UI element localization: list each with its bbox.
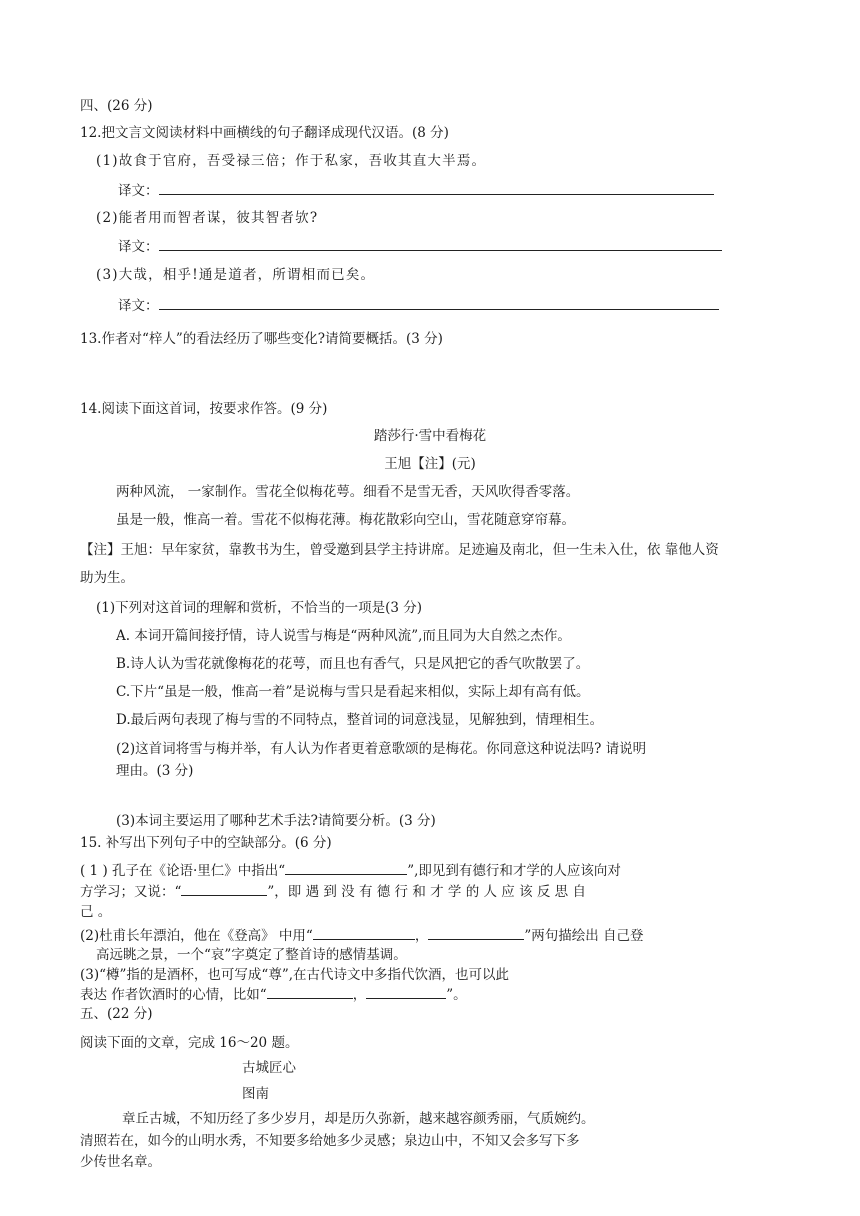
q12-sentence-2: (2)能者用而智者谋，彼其智者欤? [96, 210, 319, 226]
q15-text: (2)杜甫长年漂泊，他在《登高》 中用“ [80, 928, 313, 944]
fill-blank-1[interactable] [285, 861, 407, 875]
q14-sub-1: (1)下列对这首词的理解和赏析，不恰当的一项是(3 分) [96, 600, 423, 616]
q13-title: 13.作者对“梓人”的看法经历了哪些变化?请简要概括。(3 分) [80, 331, 443, 347]
q12-title: 12.把文言文阅读材料中画横线的句子翻译成现代汉语。(8 分) [80, 125, 449, 141]
q12-answer-line-1 [118, 181, 714, 200]
q14-sub-2-line-2: 理由。(3 分) [116, 763, 194, 779]
poem-note-line-2: 助为生。 [80, 570, 134, 586]
article-para-line-3: 少传世名章。 [80, 1154, 161, 1170]
answer-label: 译文： [118, 239, 159, 255]
article-para-line-2: 清照若在，如今的山明水秀，不知要多给她多少灵感；泉边山中，不知又会多写下多 [80, 1133, 580, 1149]
q12-sentence-3: (3)大哉，相乎!通是道者，所谓相而已矣。 [96, 267, 376, 283]
answer-blank-2[interactable] [159, 237, 722, 251]
q14-option-c: C.下片“虽是一般，惟高一着”是说梅与雪只是看起来相似，实际上却有高有低。 [116, 684, 590, 700]
poem-line-2: 虽是一般，惟高一着。雪花不似梅花薄。梅花散彩向空山，雪花随意穿帘幕。 [116, 512, 575, 528]
q15-text: 表达 作者饮酒时的心情，比如“ [80, 987, 267, 1003]
fill-blank-4[interactable] [428, 926, 524, 940]
answer-label: 译文： [118, 298, 159, 314]
answer-label: 译文： [118, 183, 159, 199]
q14-sub-3: (3)本词主要运用了哪种艺术手法?请简要分析。(3 分) [116, 813, 436, 829]
q14-sub-2-line-1: (2)这首词将雪与梅并举，有人认为作者更着意歌颂的是梅花。你同意这种说法吗? 请说明 [116, 741, 647, 757]
q15-text: ， [352, 987, 367, 1003]
answer-blank-3[interactable] [159, 296, 719, 310]
q15-part-1-line-2 [80, 882, 586, 901]
section-4-heading: 四、(26 分) [80, 98, 153, 114]
poem-note-line-1: 【注】王旭：早年家贫，靠教书为生，曾受邀到县学主持讲席。足迹遍及南北，但一生未入仕，依 靠他人资 [80, 542, 719, 558]
q15-part-1-line-1 [80, 861, 621, 880]
q14-title: 14.阅读下面这首词，按要求作答。(9 分) [80, 401, 328, 417]
q15-text: ( 1 ) 孔子在《论语·里仁》中指出“ [80, 863, 286, 879]
q15-text: ”,即见到有德行和才学的人应该向对 [407, 863, 621, 879]
article-title: 古城匠心 [242, 1060, 296, 1076]
q15-part-3-line-2 [80, 985, 467, 1004]
fill-blank-5[interactable] [267, 985, 353, 999]
q15-text: ”。 [446, 987, 467, 1003]
fill-blank-2[interactable] [181, 882, 267, 896]
q15-part-2-line-2: 高远眺之景，一个“哀”字奠定了整首诗的感情基调。 [96, 947, 407, 963]
fill-blank-3[interactable] [313, 926, 415, 940]
q12-answer-line-3 [118, 296, 719, 315]
q15-part-2-line-1 [80, 926, 644, 945]
q15-part-1-line-3: 己 。 [80, 904, 112, 920]
q15-text: 方学习；又说：“ [80, 884, 182, 900]
poem-line-1: 两种风流， 一家制作。雪花全似梅花萼。细看不是雪无香，天风吹得香零落。 [116, 484, 580, 500]
q14-option-d: D.最后两句表现了梅与雪的不同特点，整首词的词意浅显，见解独到，情理相生。 [116, 712, 604, 728]
q15-title: 15. 补写出下列句子中的空缺部分。(6 分) [80, 835, 332, 851]
q14-option-a: A. 本词开篇间接抒情，诗人说雪与梅是“两种风流”,而且同为大自然之杰作。 [116, 628, 571, 644]
poem-author: 王旭【注】(元) [384, 456, 476, 472]
poem-title: 踏莎行·雪中看梅花 [373, 428, 487, 444]
q12-answer-line-2 [118, 237, 722, 256]
article-para-line-1: 章丘古城，不知历经了多少岁月，却是历久弥新，越来越容颜秀丽，气质婉约。 [122, 1111, 595, 1127]
answer-blank-1[interactable] [159, 181, 714, 195]
q15-part-3-line-1: (3)“樽”指的是酒杯，也可写成“尊”,在古代诗文中多指代饮酒，也可以此 [80, 967, 510, 983]
q15-text: ”，即 遇 到 没 有 德 行 和 才 学 的 人 应 该 反 思 自 [267, 884, 586, 900]
fill-blank-6[interactable] [366, 985, 446, 999]
article-author: 图南 [242, 1086, 269, 1102]
section-5-intro: 阅读下面的文章，完成 16～20 题。 [80, 1035, 299, 1051]
section-5-heading: 五、(22 分) [80, 1006, 153, 1022]
q14-option-b: B.诗人认为雪花就像梅花的花萼，而且也有香气，只是风把它的香气吹散罢了。 [116, 656, 590, 672]
q15-text: ”两句描绘出 自己登 [524, 928, 644, 944]
q12-sentence-1: (1)故食于官府，吾受禄三倍；作于私家，吾收其直大半焉。 [96, 153, 487, 169]
q15-text: ， [414, 928, 429, 944]
